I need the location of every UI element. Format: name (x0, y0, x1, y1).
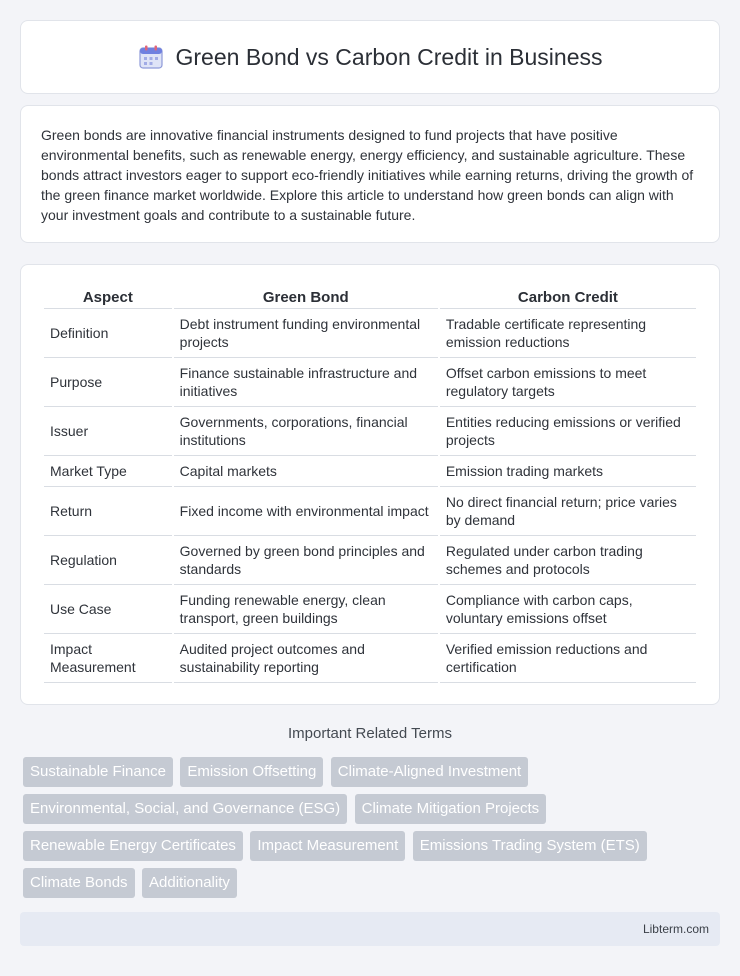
table-row (44, 456, 696, 487)
cell-green-bond: Finance sustainable infrastructure and initiatives (174, 358, 438, 407)
table-row (44, 634, 696, 683)
cell-green-bond: Funding renewable energy, clean transport, green buildings (174, 585, 438, 634)
related-term-tag[interactable]: Climate Mitigation Projects (355, 794, 547, 824)
cell-carbon-credit: Regulated under carbon trading schemes and protocols (440, 536, 696, 585)
title-card (20, 20, 720, 94)
cell-aspect: Issuer (44, 407, 172, 456)
cell-carbon-credit: Tradable certificate representing emission reductions (440, 309, 696, 358)
header-green-bond: Green Bond (174, 287, 438, 309)
cell-carbon-credit: Verified emission reductions and certification (440, 634, 696, 683)
cell-carbon-credit: No direct financial return; price varies by demand (440, 487, 696, 536)
cell-green-bond: Audited project outcomes and sustainability reporting (174, 634, 438, 683)
related-term-tag[interactable]: Renewable Energy Certificates (23, 831, 243, 861)
cell-green-bond: Fixed income with environmental impact (174, 487, 438, 536)
cell-green-bond: Governed by green bond principles and standards (174, 536, 438, 585)
related-term-tag[interactable]: Sustainable Finance (23, 757, 173, 787)
comparison-table (42, 287, 698, 683)
related-term-tag[interactable]: Emission Offsetting (180, 757, 323, 787)
header-aspect: Aspect (44, 287, 172, 309)
related-term-tag[interactable]: Impact Measurement (250, 831, 405, 861)
intro-text: Green bonds are innovative financial instruments designed to fund projects that have positive environmental benefits, such as renewable energy, energy efficiency, and sustainable agriculture. These bonds attract investors eager to support eco-friendly initiatives while earning returns, driving the growth of the green finance market worldwide. Explore this article to understand how green bonds can align with your investment goals and contribute to a sustainable future. (41, 127, 694, 223)
cell-aspect: Market Type (44, 456, 172, 487)
page-title: Green Bond vs Carbon Credit in Business (175, 43, 603, 70)
header-carbon-credit: Carbon Credit (440, 287, 696, 309)
cell-carbon-credit: Offset carbon emissions to meet regulatory targets (440, 358, 696, 407)
related-term-tag[interactable]: Emissions Trading System (ETS) (413, 831, 647, 861)
cell-aspect: Regulation (44, 536, 172, 585)
table-row (44, 407, 696, 456)
cell-carbon-credit: Compliance with carbon caps, voluntary emissions offset (440, 585, 696, 634)
cell-green-bond: Governments, corporations, financial institutions (174, 407, 438, 456)
table-row (44, 309, 696, 358)
related-terms-list (23, 757, 717, 905)
comparison-table-card (20, 264, 720, 705)
cell-aspect: Return (44, 487, 172, 536)
footer-site-link[interactable]: Libterm.com (642, 922, 709, 936)
related-term-tag[interactable]: Climate-Aligned Investment (331, 757, 528, 787)
cell-aspect: Impact Measurement (44, 634, 172, 683)
cell-aspect: Use Case (44, 585, 172, 634)
table-row (44, 585, 696, 634)
cell-green-bond: Debt instrument funding environmental projects (174, 309, 438, 358)
cell-carbon-credit: Emission trading markets (440, 456, 696, 487)
cell-aspect: Definition (44, 309, 172, 358)
cell-green-bond: Capital markets (174, 456, 438, 487)
intro-card (20, 105, 720, 243)
table-row (44, 487, 696, 536)
cell-carbon-credit: Entities reducing emissions or verified projects (440, 407, 696, 456)
related-term-tag[interactable]: Climate Bonds (23, 868, 135, 898)
footer (20, 912, 720, 946)
table-row (44, 358, 696, 407)
related-term-tag[interactable]: Additionality (142, 868, 237, 898)
table-row (44, 536, 696, 585)
related-term-tag[interactable]: Environmental, Social, and Governance (ESG) (23, 794, 347, 824)
related-terms-title: Important Related Terms (288, 725, 452, 742)
cell-aspect: Purpose (44, 358, 172, 407)
table-header-row (44, 287, 696, 309)
calendar-icon (138, 44, 164, 70)
